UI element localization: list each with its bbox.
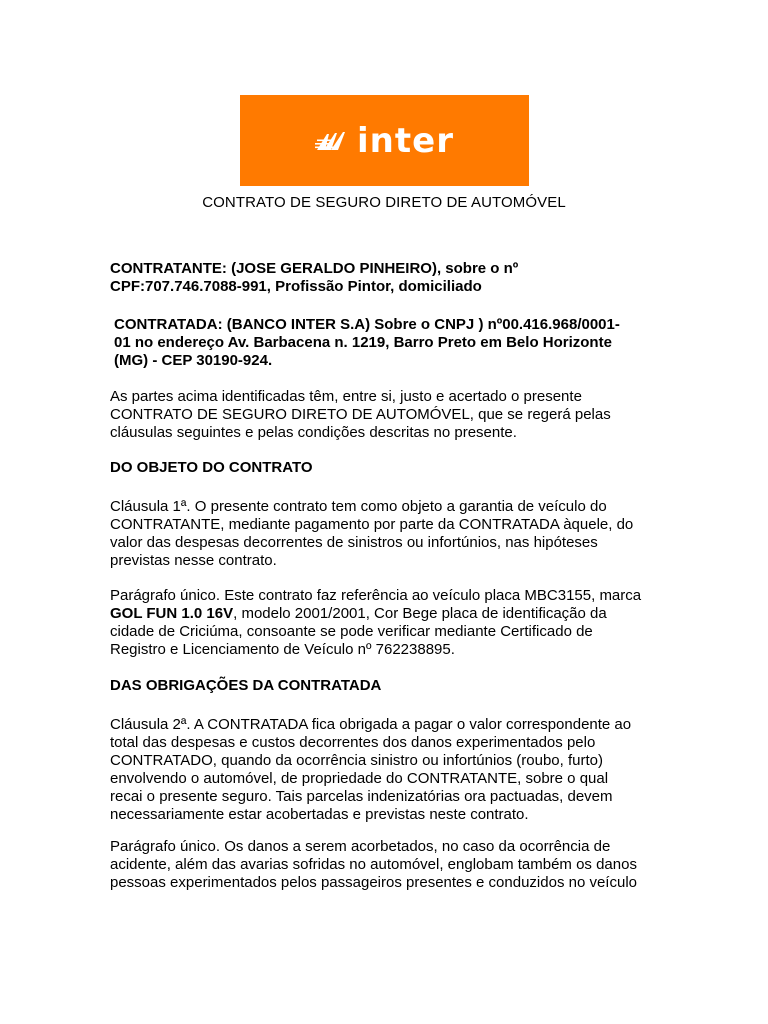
paragrafo-unico-1: [110, 587, 670, 659]
paragrafo-1-line-4: Registro e Licenciamento de Veículo nº 762238895.: [110, 641, 455, 658]
vehicle-model: GOL FUN 1.0 16V: [110, 605, 234, 622]
contratada-line-1: CONTRATADA: (BANCO INTER S.A) Sobre o CNPJ ) nº00.416.968/0001-: [114, 316, 620, 333]
clausula-1-line-3: valor das despesas decorrentes de sinistros ou infortúnios, nas hipóteses: [110, 534, 598, 551]
contratada-line-2: 01 no endereço Av. Barbacena n. 1219, Barro Preto em Belo Horizonte: [114, 334, 612, 351]
inter-logo-mark-icon: [315, 130, 351, 152]
paragrafo-unico-2: [110, 838, 670, 892]
inter-logo: [240, 95, 529, 186]
logo-text: inter: [357, 120, 454, 161]
paragrafo-2-line-2: acidente, além das avarias sofridas no automóvel, englobam também os danos: [110, 856, 637, 873]
paragrafo-2-line-1: Parágrafo único. Os danos a serem acorbetados, no caso da ocorrência de: [110, 838, 611, 855]
intro-line-3: cláusulas seguintes e pelas condições descritas no presente.: [110, 424, 517, 441]
clausula-2-line-2: total das despesas e custos decorrentes dos danos experimentados pelo: [110, 734, 596, 751]
clausula-1-line-2: CONTRATANTE, mediante pagamento por parte da CONTRATADA àquele, do: [110, 516, 634, 533]
clausula-2-line-1: Cláusula 2ª. A CONTRATADA fica obrigada a pagar o valor correspondente ao: [110, 716, 632, 733]
intro-line-2: CONTRATO DE SEGURO DIRETO DE AUTOMÓVEL, que se regerá pelas: [110, 406, 611, 423]
intro-paragraph: [110, 388, 670, 442]
paragrafo-1-line-2-rest: , modelo 2001/2001, Cor Bege placa de identificação da: [233, 605, 607, 622]
contratante-line-1: CONTRATANTE: (JOSE GERALDO PINHEIRO), sobre o nº: [110, 260, 519, 277]
paragrafo-1-line-2: [110, 605, 670, 623]
clausula-1-paragraph: [110, 498, 670, 570]
clausula-2-line-5: recai o presente seguro. Tais parcelas indenizatórias ora pactuadas, devem: [110, 788, 613, 805]
contratada-line-3: (MG) - CEP 30190-924.: [114, 352, 273, 369]
clausula-2-line-3: CONTRATADO, quando da ocorrência sinistro ou infortúnios (roubo, furto): [110, 752, 603, 769]
intro-line-1: As partes acima identificadas têm, entre si, justo e acertado o presente: [110, 388, 582, 405]
clausula-1-line-4: previstas nesse contrato.: [110, 552, 277, 569]
clausula-1-line-1: Cláusula 1ª. O presente contrato tem como objeto a garantia de veículo do: [110, 498, 607, 515]
paragrafo-2-line-3: pessoas experimentados pelos passageiros presentes e conduzidos no veículo: [110, 874, 637, 891]
clausula-2-line-6: necessariamente estar acobertadas e previstas neste contrato.: [110, 806, 529, 823]
logo-content: [315, 120, 454, 161]
clausula-2-paragraph: [110, 716, 670, 824]
contratante-line-2: CPF:707.746.7088-991, Profissão Pintor, domiciliado: [110, 278, 482, 295]
section-heading-obrigacoes: DAS OBRIGAÇÕES DA CONTRATADA: [110, 677, 382, 694]
clausula-2-line-4: envolvendo o automóvel, de propriedade do CONTRATANTE, sobre o qual: [110, 770, 609, 787]
contratante-paragraph: [110, 260, 670, 296]
contratada-paragraph: [110, 316, 670, 370]
section-heading-objeto: DO OBJETO DO CONTRATO: [110, 459, 313, 476]
paragrafo-1-line-1: Parágrafo único. Este contrato faz referência ao veículo placa MBC3155, marca: [110, 587, 642, 604]
document-title: CONTRATO DE SEGURO DIRETO DE AUTOMÓVEL: [202, 194, 566, 211]
paragrafo-1-line-3: cidade de Criciúma, consoante se pode verificar mediante Certificado de: [110, 623, 593, 640]
